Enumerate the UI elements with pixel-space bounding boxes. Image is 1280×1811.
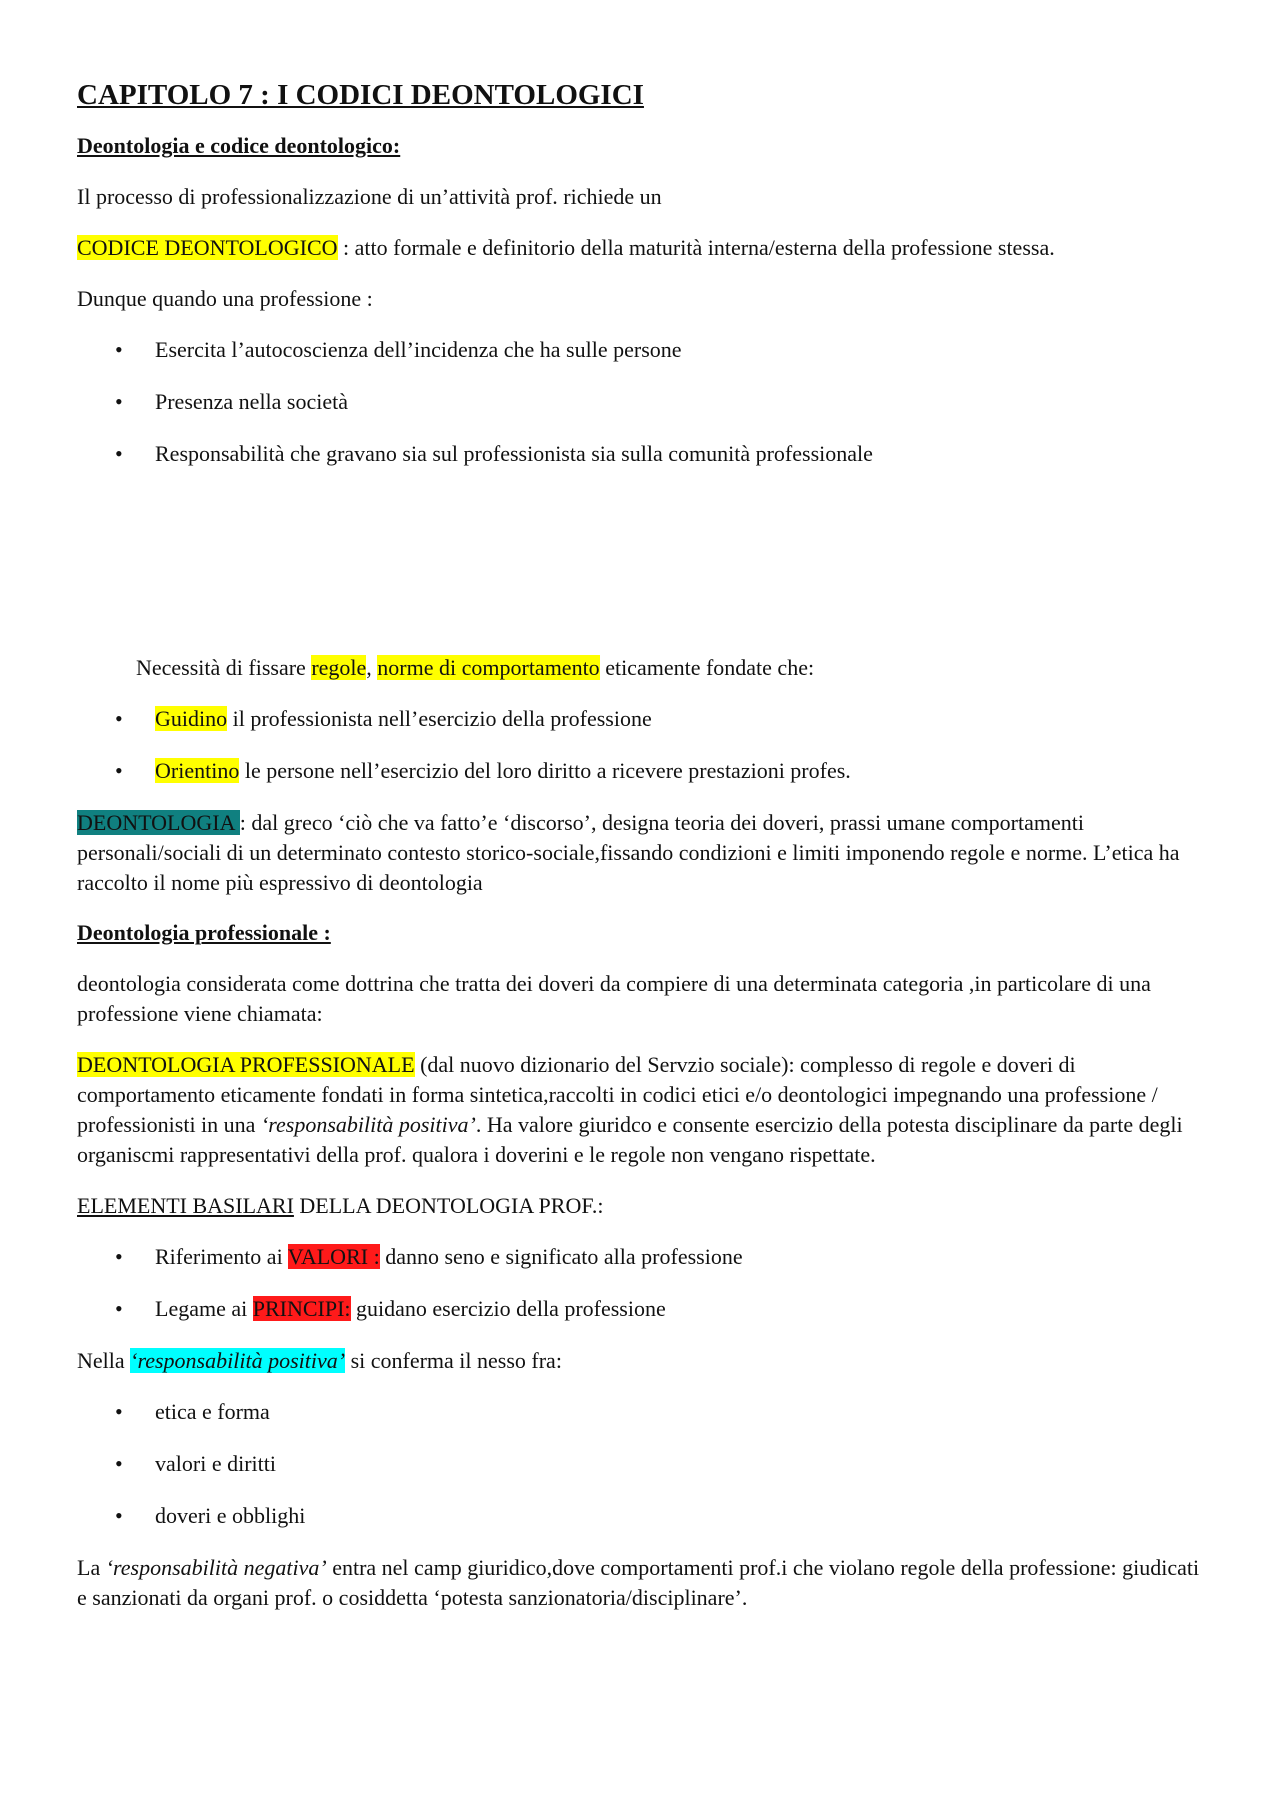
list-item [77,1449,1207,1479]
norme-highlight: norme di comportamento [377,655,600,680]
deontologia-definition [77,808,1207,898]
elementi-list [77,1242,1207,1324]
neg-italic: ‘responsabilità negativa’ [105,1555,327,1580]
chapter-title: CAPITOLO 7 : I CODICI DEONTOLOGICI [77,79,644,111]
regole-highlight: regole [311,655,367,680]
comma: , [366,655,378,680]
list-item [77,387,1207,417]
list-item-text: le persone nell’esercizio del loro diritto a ricevere prestazioni profes. [239,758,851,783]
blank-space [77,491,1207,653]
necessita-paragraph [77,653,1207,683]
elementi-heading [77,1191,1207,1221]
regole-list [77,704,1207,786]
list-item [77,756,1207,786]
valori-rest: danno seno e significato alla professione [379,1244,743,1269]
principi-highlight: PRINCIPI: [252,1296,351,1321]
elementi-underlined: ELEMENTI BASILARI [77,1193,294,1218]
list-item-text: valori e diritti [155,1451,276,1476]
bullet-icon: • [115,441,123,466]
section-heading-professionale: Deontologia professionale : [77,920,331,945]
professione-list [77,335,1207,469]
codice-term-highlight: CODICE DEONTOLOGICO [77,235,338,260]
guidino-highlight: Guidino [155,706,228,731]
list-item-text: doveri e obblighi [155,1503,306,1528]
bullet-icon: • [115,706,123,731]
dp-text: (dal nuovo dizionario del Servzio sociale): complesso di regole e doveri di comportamento eticamente fondati in forma sintetica,raccolti in codici etici e/o deontologici impegnando una professione / professionisti in una [77,1052,1158,1137]
orientino-highlight: Orientino [155,758,240,783]
list-item-text: etica e forma [155,1399,270,1424]
neg-rest: entra nel camp giuridico,dove comportamenti prof.i che violano regole della professione: giudicati e sanzionati da organi prof. o cosiddetta ‘potesta sanzionatoria/disciplinare’. [77,1555,1200,1610]
responsabilita-negativa-paragraph [77,1553,1207,1613]
dunque-paragraph: Dunque quando una professione : [77,286,373,311]
document-page [77,78,1207,1634]
deontologia-term-highlight: DEONTOLOGIA [77,810,240,835]
list-item [77,335,1207,365]
codice-paragraph [77,233,1207,263]
list-item [77,1501,1207,1531]
nella-pre: Nella [77,1348,131,1373]
deontologia-professionale-paragraph [77,1050,1207,1170]
list-item [77,1397,1207,1427]
principi-pre: Legame ai [155,1296,253,1321]
list-item-text: Esercita l’autocoscienza dell’incidenza che ha sulle persone [155,337,682,362]
section-heading-deontologia: Deontologia e codice deontologico: [77,133,401,158]
dp-term-highlight: DEONTOLOGIA PROFESSIONALE [77,1052,415,1077]
bullet-icon: • [115,389,123,414]
necessita-lead: Necessità di fissare [136,655,312,680]
list-item-text: Presenza nella società [155,389,349,414]
dp-text-end: . Ha valore giuridco e consente esercizio della potesta disciplinare da parte degli organiscmi rappresentativi della prof. qualora i doverini e le regole non vengano rispettate. [77,1112,1183,1167]
list-item [77,704,1207,734]
list-item [77,1242,1207,1272]
list-item-text: il professionista nell’esercizio della professione [227,706,652,731]
responsabilita-positiva-highlight: ‘responsabilità positiva’ [130,1348,346,1373]
valori-pre: Riferimento ai [155,1244,288,1269]
necessita-trail: eticamente fondate che: [599,655,815,680]
list-item-text: Responsabilità che gravano sia sul professionista sia sulla comunità professionale [155,441,873,466]
bullet-icon: • [115,1399,123,1424]
list-item [77,1294,1207,1324]
intro-paragraph: Il processo di professionalizzazione di un’attività prof. richiede un [77,184,662,209]
principi-rest: guidano esercizio della professione [350,1296,666,1321]
dottrina-paragraph: deontologia considerata come dottrina che tratta dei doveri da compiere di una determinata categoria ,in particolare di una professione viene chiamata: [77,971,1151,1026]
neg-pre: La [77,1555,106,1580]
valori-highlight: VALORI : [287,1244,380,1269]
bullet-icon: • [115,1244,123,1269]
elementi-rest: DELLA DEONTOLOGIA PROF.: [293,1193,604,1218]
codice-definition: : atto formale e definitorio della maturità interna/esterna della professione stessa. [337,235,1055,260]
bullet-icon: • [115,1451,123,1476]
nesso-list [77,1397,1207,1531]
dp-italic: ‘responsabilità positiva’ [260,1112,476,1137]
deontologia-text: : dal greco ‘ciò che va fatto’e ‘discorso’, designa teoria dei doveri, prassi umane comportamenti personali/sociali di un determinato contesto storico-sociale,fissando condizioni e limiti imponendo regole e norme. L’etica ha raccolto il nome più espressivo di deontologia [77,810,1180,895]
bullet-icon: • [115,1503,123,1528]
nella-rest: si conferma il nesso fra: [345,1348,562,1373]
bullet-icon: • [115,1296,123,1321]
list-item [77,439,1207,469]
nella-paragraph [77,1346,1207,1376]
bullet-icon: • [115,337,123,362]
bullet-icon: • [115,758,123,783]
